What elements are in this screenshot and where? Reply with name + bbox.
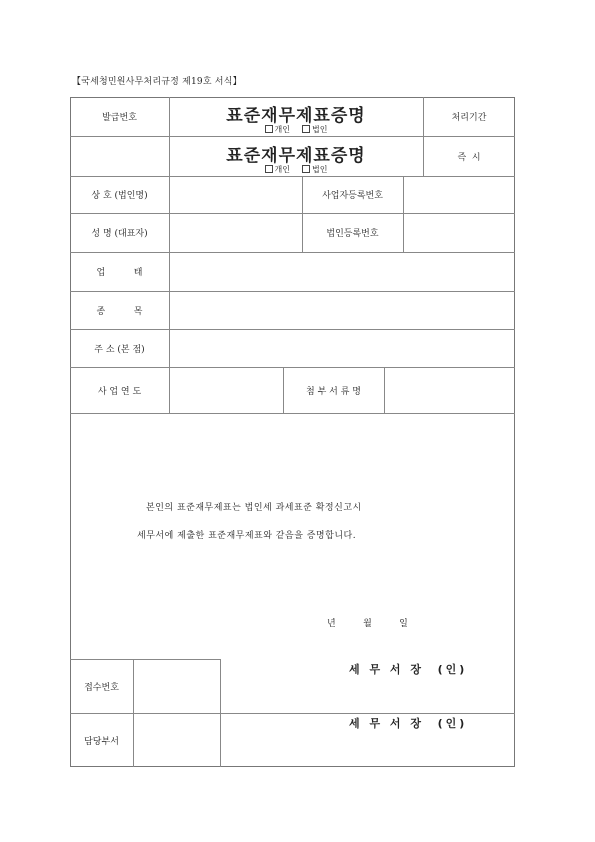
receipt-number-field[interactable] [134,660,219,712]
department-label: 담당부서 [84,736,119,747]
processing-period-label: 처리기간 [451,113,487,123]
type-options [169,124,423,135]
document-title-2: 표준재무제표증명 [226,146,366,166]
business-year-field[interactable] [170,368,282,412]
checkbox-icon [302,165,310,173]
corporate-option[interactable] [302,164,327,175]
trade-name-field[interactable] [170,177,301,212]
col-divider [220,659,221,767]
row-divider [70,413,515,414]
business-item-label: 종 목 [96,306,143,317]
individual-label: 개인 [274,165,290,174]
corporate-option[interactable] [302,124,327,135]
individual-option[interactable] [265,124,290,135]
individual-option[interactable] [265,164,290,175]
business-year-label: 사 업 연 도 [97,386,142,397]
representative-label: 성 명 (대표자) [91,229,148,239]
tax-office-chief-seal-2: 세 무 서 장 (인) [349,717,468,730]
attachments-field[interactable] [385,368,514,412]
processing-period-value: 즉 시 [457,152,481,163]
type-options-2 [169,164,423,175]
attachments-label: 첨 부 서 류 명 [306,386,361,397]
corporate-label: 법인 [312,165,328,174]
statement-line-1: 본인의 표준재무제표는 법인세 과세표준 확정신고시 [146,503,362,513]
address-field[interactable] [170,330,514,366]
business-item-field[interactable] [170,292,514,328]
issue-date: 년 월 일 [327,619,409,629]
business-type-field[interactable] [170,253,514,290]
checkbox-icon [302,125,310,133]
business-type-label: 업 태 [96,268,143,278]
address-label: 주 소 (본 점) [94,344,145,355]
individual-label: 개인 [274,125,290,134]
corp-reg-no-field[interactable] [404,214,514,251]
issue-number-label: 발급번호 [102,113,137,123]
biz-reg-no-label: 사업자등록번호 [322,191,383,201]
document-title: 표준재무제표증명 [226,106,366,126]
checkbox-icon [265,165,273,173]
biz-reg-no-field[interactable] [404,177,514,212]
form-reference: 【국세청민원사무처리규정 제19호 서식】 [72,77,242,87]
receipt-number-label: 접수번호 [84,682,119,693]
department-field[interactable] [134,714,219,766]
representative-field[interactable] [170,214,301,251]
trade-name-label: 상 호 (법인명) [91,191,148,201]
corporate-label: 법인 [312,125,328,134]
statement-line-2: 세무서에 제출한 표준재무제표와 같음을 증명합니다. [137,531,357,541]
tax-office-chief-seal-1: 세 무 서 장 (인) [349,663,468,676]
checkbox-icon [265,125,273,133]
corp-reg-no-label: 법인등록번호 [326,229,379,239]
